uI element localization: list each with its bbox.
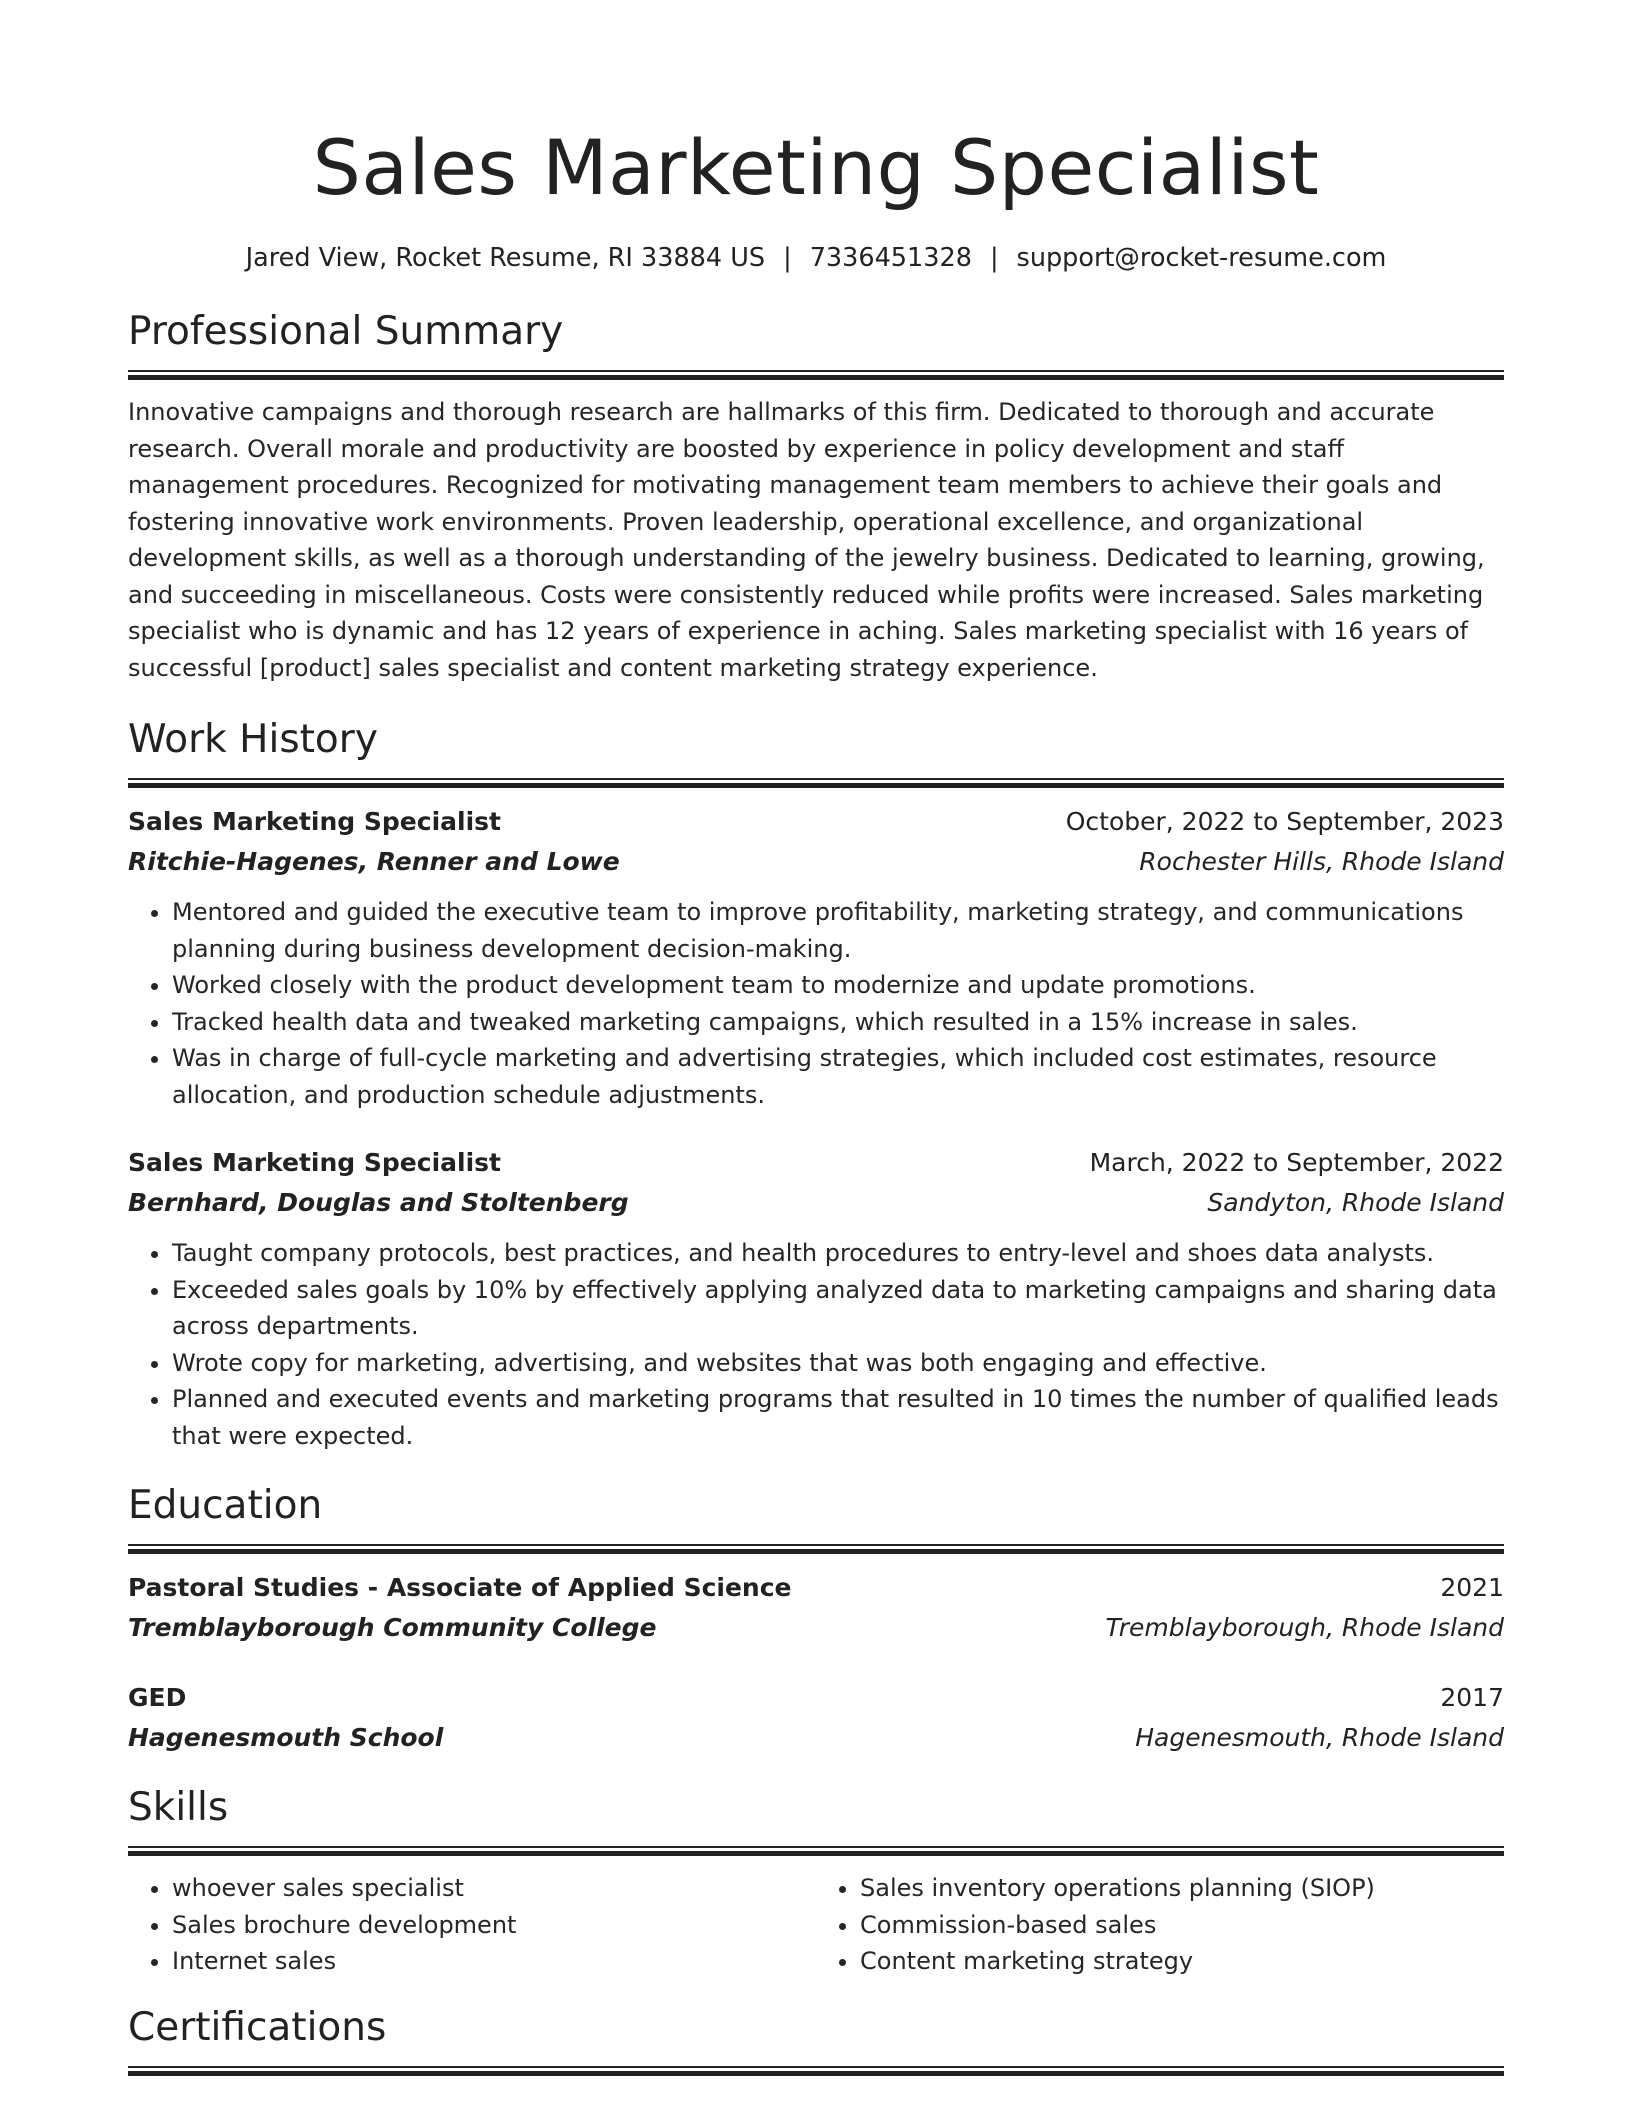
resume-title: Sales Marketing Specialist (312, 123, 1320, 212)
education-year: 2021 (1440, 1573, 1504, 1602)
education-entry (128, 1678, 1504, 1758)
job-title: Sales Marketing Specialist (128, 1148, 501, 1177)
job-header-row (128, 1143, 1504, 1183)
skills-columns (128, 1870, 1504, 1980)
job-title: Sales Marketing Specialist (128, 807, 501, 836)
job-bullet: • Tracked health data and tweaked marketing campaigns, which resulted in a 15% increase in sales. (172, 1004, 1504, 1041)
job-location: Rochester Hills, Rhode Island (1139, 847, 1504, 876)
job-bullet: • Was in charge of full-cycle marketing and advertising strategies, which included cost estimates, resource allocation, and production schedule adjustments. (172, 1040, 1504, 1113)
job-dates: October, 2022 to September, 2023 (1065, 807, 1504, 836)
skills-list-left (128, 1870, 816, 1980)
skills-list-right (816, 1870, 1504, 1980)
education-section (128, 1480, 1504, 1758)
education-school-row (128, 1608, 1504, 1648)
education-location: Hagenesmouth, Rhode Island (1135, 1723, 1504, 1752)
education-year: 2017 (1440, 1683, 1504, 1712)
job-company-row (128, 1183, 1504, 1223)
job-bullet: • Planned and executed events and marketing programs that resulted in 10 times the number of qualified leads that were expected. (172, 1381, 1504, 1454)
job-bullet: • Worked closely with the product development team to modernize and update promotions. (172, 967, 1504, 1004)
skill-item: • Internet sales (172, 1943, 816, 1980)
contact-separator: | (783, 243, 792, 273)
education-header-row (128, 1568, 1504, 1608)
education-school: Hagenesmouth School (128, 1723, 444, 1752)
skill-item: • Commission-based sales (860, 1907, 1504, 1944)
section-heading-skills: Skills (128, 1785, 229, 1830)
skill-item: • Sales brochure development (172, 1907, 816, 1944)
education-degree: Pastoral Studies - Associate of Applied Science (128, 1573, 792, 1602)
section-rule (128, 2066, 1504, 2076)
job-location: Sandyton, Rhode Island (1207, 1188, 1504, 1217)
certifications-section (128, 2002, 1504, 2076)
job-header-row (128, 802, 1504, 842)
job-company-row (128, 842, 1504, 882)
job-dates: March, 2022 to September, 2022 (1089, 1148, 1504, 1177)
section-heading-work-history: Work History (128, 717, 378, 762)
section-heading-certifications: Certifications (128, 2004, 387, 2050)
work-history-section (128, 714, 1504, 1454)
section-rule (128, 370, 1504, 380)
education-school: Tremblayborough Community College (128, 1613, 657, 1642)
education-location: Tremblayborough, Rhode Island (1105, 1613, 1504, 1642)
skills-section (128, 1782, 1504, 1980)
education-school-row (128, 1718, 1504, 1758)
job-bullet: • Taught company protocols, best practices, and health procedures to entry-level and shoes data analysts. (172, 1235, 1504, 1272)
skill-item: • Content marketing strategy (860, 1943, 1504, 1980)
job-bullets (128, 1235, 1504, 1454)
skill-item: • Sales inventory operations planning (SIOP) (860, 1870, 1504, 1907)
job-company: Bernhard, Douglas and Stoltenberg (128, 1188, 629, 1217)
summary-section (128, 306, 1504, 686)
job-bullets (128, 894, 1504, 1113)
skill-item: • whoever sales specialist (172, 1870, 816, 1907)
section-heading-summary: Professional Summary (128, 309, 564, 354)
section-rule (128, 778, 1504, 788)
contact-separator: | (989, 243, 999, 273)
contact-email: support@rocket-resume.com (1016, 243, 1387, 273)
job-bullet: • Exceeded sales goals by 10% by effectively applying analyzed data to marketing campaigns and sharing data across departments. (172, 1272, 1504, 1345)
section-rule (128, 1846, 1504, 1856)
education-entry (128, 1568, 1504, 1648)
job-company: Ritchie-Hagenes, Renner and Lowe (128, 847, 620, 876)
summary-text: Innovative campaigns and thorough research are hallmarks of this firm. Dedicated to thorough and accurate research. Overall morale and productivity are boosted by experience in policy development and staff management procedures. Recognized for motivating management team members to achieve their goals and fostering innovative work environments. Proven leadership, operational excellence, and organizational development skills, as well as a thorough understanding of the jewelry business. Dedicated to learning, growing, and succeeding in miscellaneous. Costs were consistently reduced while profits were increased. Sales marketing specialist who is dynamic and has 12 years of experience in aching. Sales marketing specialist with 16 years of successful [product] sales specialist and content marketing strategy experience. (128, 398, 1485, 682)
contact-line (128, 240, 1504, 276)
job-entry (128, 802, 1504, 1113)
contact-address: Jared View, Rocket Resume, RI 33884 US (245, 243, 766, 273)
job-bullet: • Wrote copy for marketing, advertising, and websites that was both engaging and effective. (172, 1345, 1504, 1382)
section-rule (128, 1544, 1504, 1554)
education-header-row (128, 1678, 1504, 1718)
job-bullet: • Mentored and guided the executive team to improve profitability, marketing strategy, and communications planning during business development decision-making. (172, 894, 1504, 967)
contact-phone: 7336451328 (809, 243, 972, 273)
job-entry (128, 1143, 1504, 1454)
education-degree: GED (128, 1683, 187, 1712)
section-heading-education: Education (128, 1483, 323, 1528)
